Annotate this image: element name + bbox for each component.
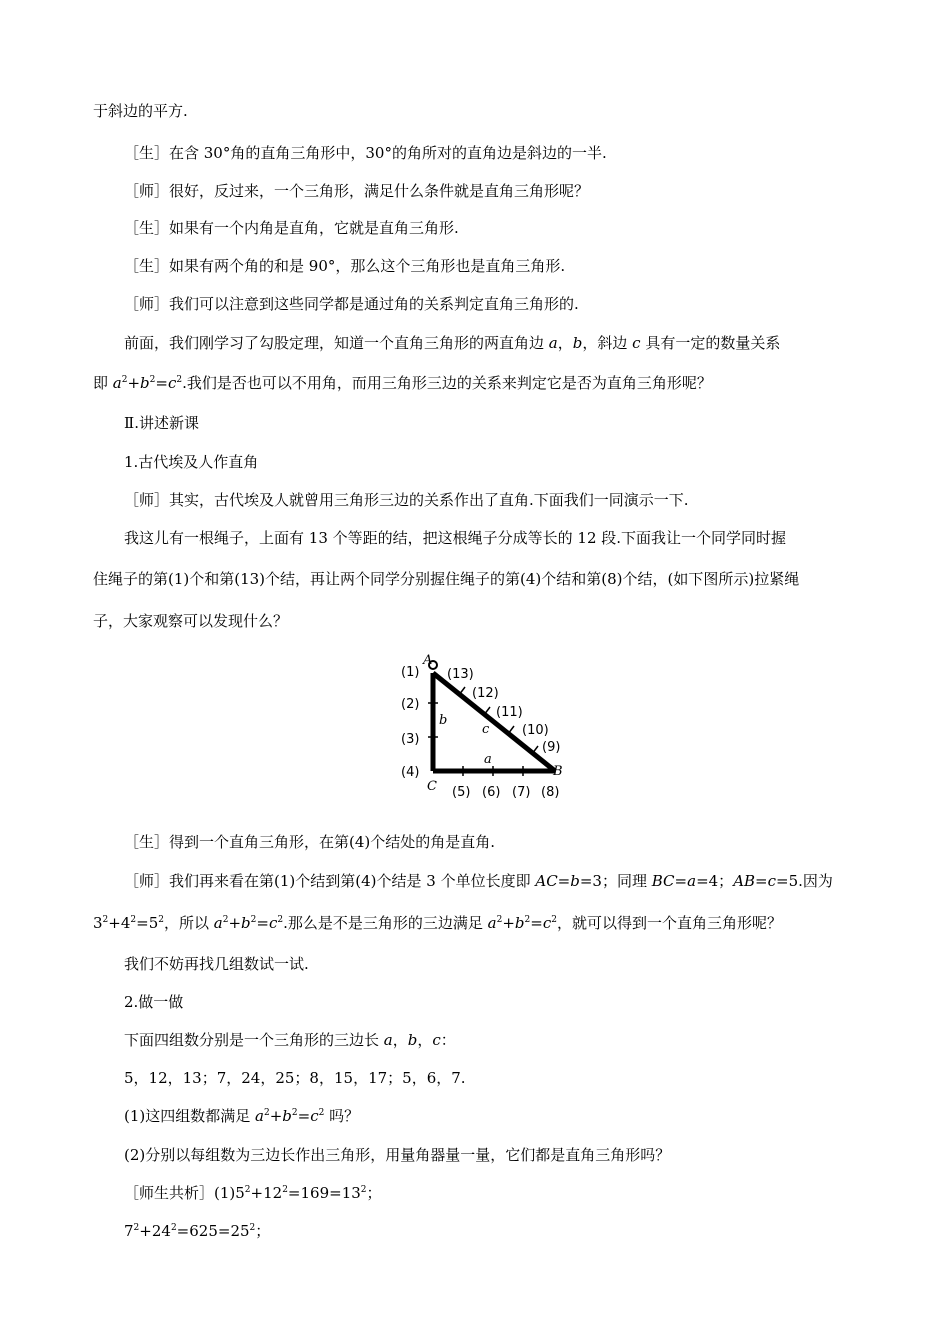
knot-label: (2) [401, 697, 420, 712]
paragraph: ［师］很好，反过来，一个三角形，满足什么条件就是直角三角形呢？ [124, 182, 590, 200]
paragraph: ［师生共析$](1)5^2+12^2=169=13^2$； [124, 1184, 382, 1202]
paragraph: 5，12，13；7，24，25；8，15，17；5，6，7. [124, 1069, 466, 1087]
vertex-label-a: A [423, 653, 433, 668]
paragraph: ［生］在含 30°角的直角三角形中，30°的角所对的直角边是斜边的一半. [124, 144, 607, 162]
knot-label: (6) [482, 785, 501, 800]
paragraph: $7^2+24^2=625=25^2$； [124, 1222, 271, 1240]
knot-label: (5) [452, 785, 471, 800]
knot-label: (8) [541, 785, 560, 800]
paragraph: 我这儿有一根绳子，上面有 13 个等距的结，把这根绳子分成等长的 12 段.下面我让一个同学同时握 [124, 529, 787, 547]
paragraph: ［生］得到一个直角三角形，在第(4)个结处的角是直角. [124, 833, 496, 851]
vertex-label-c: C [427, 779, 437, 794]
knot-label: (7) [512, 785, 531, 800]
paragraph: ［生］如果有两个角的和是 90°，那么这个三角形也是直角三角形. [124, 257, 566, 275]
paragraph: 子，大家观察可以发现什么？ [93, 612, 289, 630]
paragraph: ［师］我们可以注意到这些同学都是通过角的关系判定直角三角形的. [124, 295, 579, 313]
paragraph: $3^2+4^2=5^2$，所以 $a^2+b^2=c^2$.那么是不是三角形的三边满足 $a^2+b^2=c^2$，就可以得到一个直角三角形呢？ [93, 914, 782, 932]
knot-label: (9) [542, 740, 561, 755]
subsection-heading: 1.古代埃及人作直角 [124, 453, 259, 471]
rope-triangle-figure [395, 647, 570, 807]
vertex-label-b: B [553, 764, 563, 779]
knot-label: (4) [401, 765, 420, 780]
paragraph: 前面，我们刚学习了勾股定理，知道一个直角三角形的两直角边 a，b，斜边 c 具有一定的数量关系 [124, 334, 781, 352]
paragraph: 住绳子的第(1)个和第(13)个结，再让两个同学分别握住绳子的第(4)个结和第(8)个结，(如下图所示)拉紧绳 [93, 570, 800, 588]
knot-label: (1) [401, 665, 420, 680]
knot-label: (12) [472, 686, 499, 701]
subsection-heading: 2.做一做 [124, 993, 184, 1011]
paragraph: 于斜边的平方. [93, 102, 188, 120]
knot-label: (13) [447, 667, 474, 682]
knot-label: (3) [401, 732, 420, 747]
knot-label: (11) [496, 705, 523, 720]
paragraph: (1)这四组数都满足 $a^2+b^2=c^2$ 吗？ [124, 1107, 360, 1125]
paragraph: ［生］如果有一个内角是直角，它就是直角三角形. [124, 219, 459, 237]
paragraph: ［师］我们再来看在第(1)个结到第(4)个结是 3 个单位长度即 AC=b=3；同理 BC=a=4；AB=c=5.因为 [124, 872, 833, 890]
side-label-b: b [439, 713, 448, 728]
side-label-c: c [482, 722, 490, 737]
paragraph: 我们不妨再找几组数试一试. [124, 955, 309, 973]
side-label-a: a [484, 752, 492, 767]
paragraph: (2)分别以每组数为三边长作出三角形，用量角器量一量，它们都是直角三角形吗？ [124, 1146, 671, 1164]
paragraph: 即 $a^2+b^2=c^2$.我们是否也可以不用角，而用三角形三边的关系来判定它是否为直角三角形呢？ [93, 374, 712, 392]
paragraph: ［师］其实，古代埃及人就曾用三角形三边的关系作出了直角.下面我们一同演示一下. [124, 491, 689, 509]
paragraph: 下面四组数分别是一个三角形的三边长 a，b，c： [124, 1031, 456, 1049]
knot-label: (10) [522, 723, 549, 738]
section-heading: Ⅱ.讲述新课 [124, 414, 199, 432]
